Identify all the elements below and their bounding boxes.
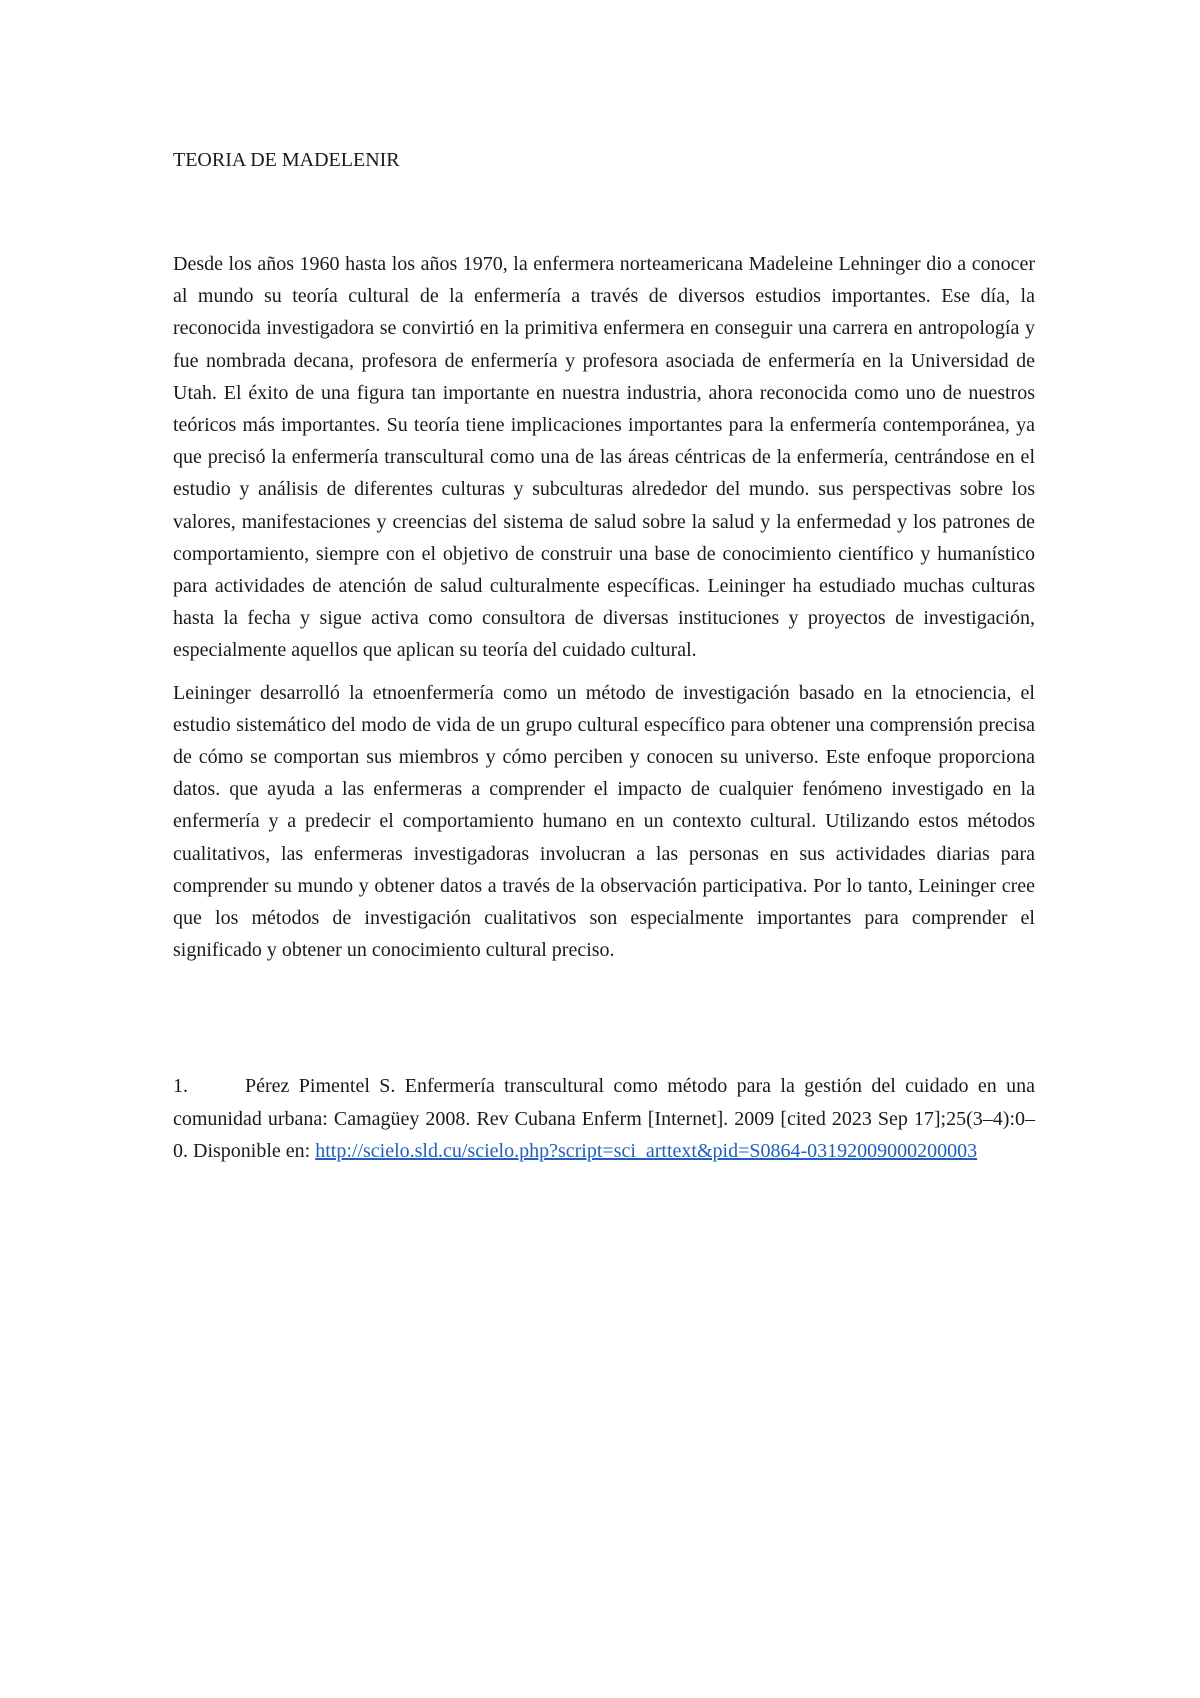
reference-text: Pérez Pimentel S. Enfermería transcultural como método para la gestión del cuidado en una comunidad urbana: Camagüey 2008. Rev Cubana Enferm [Internet]. 2009 [cited 2023 Sep 17];25(3–4):0–0. Disponible en: xyxy=(173,1075,1035,1162)
document-page xyxy=(173,144,1035,1187)
paragraph-1: Desde los años 1960 hasta los años 1970, la enfermera norteamericana Madeleine Lehninger dio a conocer al mundo su teoría cultural de la enfermería a través de diversos estudios importantes. Ese día, la reconocida investigadora se convirtió en la primitiva enfermera en conseguir una carrera en antropología y fue nombrada decana, profesora de enfermería y profesora asociada de enfermería en la Universidad de Utah. El éxito de una figura tan importante en nuestra industria, ahora reconocida como uno de nuestros teóricos más importantes. Su teoría tiene implicaciones importantes para la enfermería contemporánea, ya que precisó la enfermería transcultural como una de las áreas céntricas de la enfermería, centrándose en el estudio y análisis de diferentes culturas y subculturas alrededor del mundo. sus perspectivas sobre los valores, manifestaciones y creencias del sistema de salud sobre la salud y la enfermedad y los patrones de comportamiento, siempre con el objetivo de construir una base de conocimiento científico y humanístico para actividades de atención de salud culturalmente específicas. Leininger ha estudiado muchas culturas hasta la fecha y sigue activa como consultora de diversas instituciones y proyectos de investigación, especialmente aquellos que aplican su teoría del cuidado cultural. xyxy=(173,253,1035,662)
reference-item xyxy=(173,1070,1035,1167)
reference-link[interactable]: http://scielo.sld.cu/scielo.php?script=sci_arttext&pid=S0864-03192009000200003 xyxy=(315,1139,978,1162)
reference-number: 1. xyxy=(173,1075,188,1098)
paragraph-2: Leininger desarrolló la etnoenfermería como un método de investigación basado en la etnociencia, el estudio sistemático del modo de vida de un grupo cultural específico para obtener una comprensión precisa de cómo se comportan sus miembros y cómo perciben y conocen su universo. Este enfoque proporciona datos. que ayuda a las enfermeras a comprender el impacto de cualquier fenómeno investigado en la enfermería y a predecir el comportamiento humano en un contexto cultural. Utilizando estos métodos cualitativos, las enfermeras investigadoras involucran a las personas en sus actividades diarias para comprender su mundo y obtener datos a través de la observación participativa. Por lo tanto, Leininger cree que los métodos de investigación cualitativos son especialmente importantes para comprender el significado y obtener un conocimiento cultural preciso. xyxy=(173,681,1035,962)
document-title: TEORIA DE MADELENIR xyxy=(173,149,400,171)
